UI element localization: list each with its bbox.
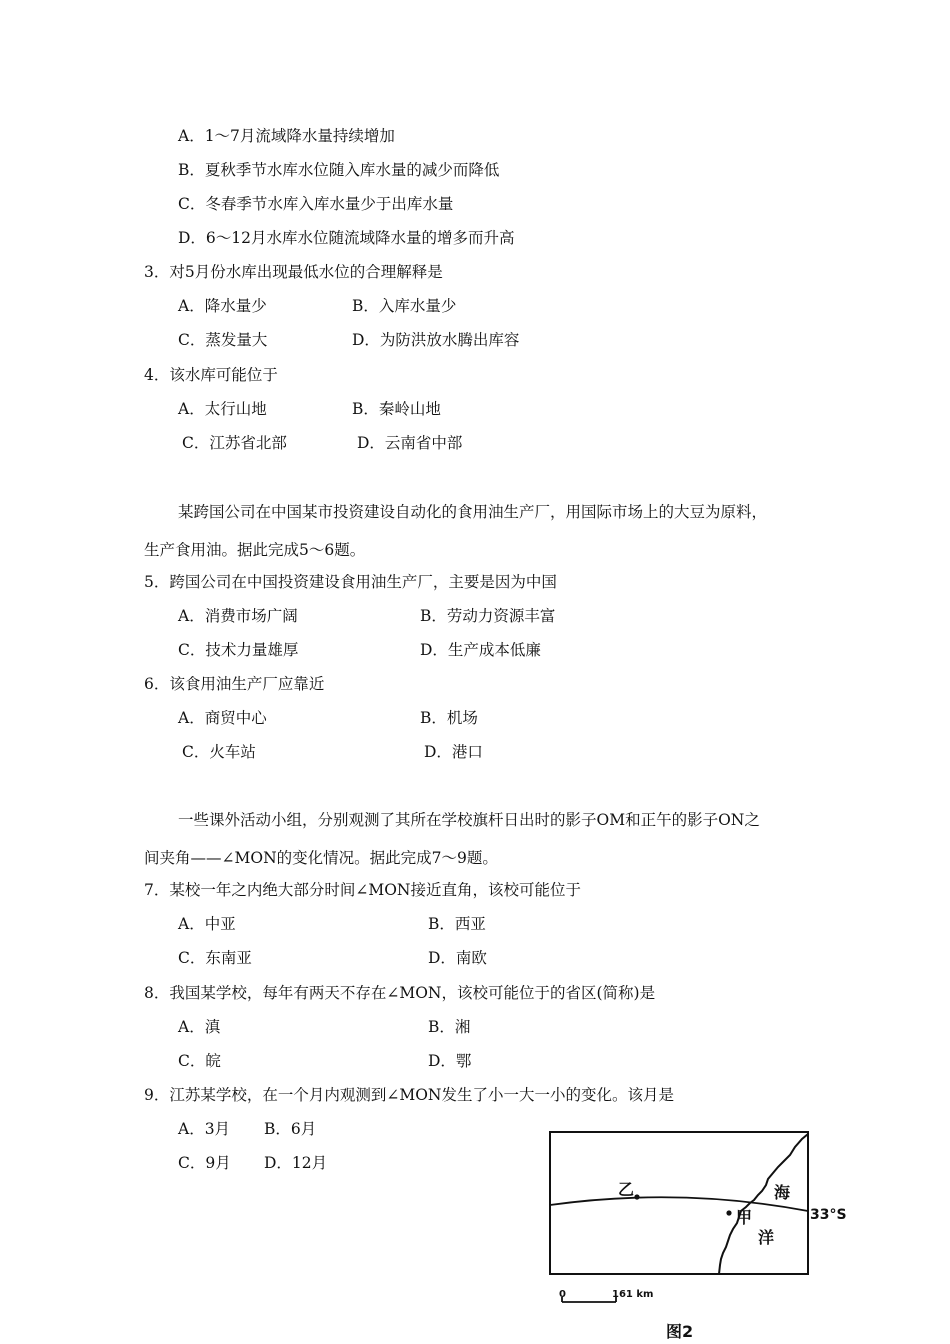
label-jia: 甲 [736, 1208, 753, 1227]
q8-option-b: B．湘 [428, 1018, 471, 1036]
map-frame [550, 1132, 808, 1274]
q8-option-a: A．滇 [178, 1018, 221, 1036]
q5-option-a: A．消费市场广阔 [178, 607, 298, 625]
point-jia [726, 1210, 731, 1215]
q9-option-d: D．12月 [264, 1154, 328, 1172]
latitude-label: 33°S [810, 1207, 847, 1223]
latitude-line [550, 1197, 808, 1211]
q3-option-a: A．降水量少 [178, 297, 267, 315]
q3-stem: 3．对5月份水库出现最低水位的合理解释是 [144, 263, 443, 281]
q5-option-b: B．劳动力资源丰富 [420, 607, 556, 625]
q9-stem: 9．江苏某学校，在一个月内观测到∠MON发生了小一大一小的变化。该月是 [144, 1086, 674, 1104]
point-yi [634, 1194, 639, 1199]
passage2-line1: 某跨国公司在中国某市投资建设自动化的食用油生产厂，用国际市场上的大豆为原料， [178, 503, 768, 521]
q6-option-d: D．港口 [424, 743, 483, 761]
scale-distance: 161 km [612, 1289, 654, 1300]
q7-option-b: B．西亚 [428, 915, 486, 933]
q4-option-a: A．太行山地 [178, 400, 267, 418]
q9-option-b: B．6月 [264, 1120, 317, 1138]
figure-caption: 图2 [666, 1322, 694, 1341]
q2-option-d: D．6～12月水库水位随流域降水量的增多而升高 [178, 229, 515, 247]
q2-option-a: A．1～7月流域降水量持续增加 [178, 127, 395, 145]
figure-2-map [540, 1125, 860, 1344]
passage2-line2: 生产食用油。据此完成5～6题。 [144, 541, 366, 559]
q6-option-c: C．火车站 [182, 743, 256, 761]
q5-option-d: D．生产成本低廉 [420, 641, 541, 659]
q7-option-d: D．南欧 [428, 949, 487, 967]
q5-stem: 5．跨国公司在中国投资建设食用油生产厂，主要是因为中国 [144, 573, 557, 591]
q8-stem: 8．我国某学校，每年有两天不存在∠MON，该校可能位于的省区(简称)是 [144, 984, 656, 1002]
q4-stem: 4．该水库可能位于 [144, 366, 278, 384]
q5-option-c: C．技术力量雄厚 [178, 641, 299, 659]
q7-stem: 7．某校一年之内绝大部分时间∠MON接近直角，该校可能位于 [144, 881, 581, 899]
q7-option-c: C．东南亚 [178, 949, 252, 967]
label-yang: 洋 [758, 1228, 775, 1247]
label-yi: 乙 [618, 1180, 635, 1199]
q9-option-a: A．3月 [178, 1120, 231, 1138]
q6-stem: 6．该食用油生产厂应靠近 [144, 675, 325, 693]
passage3-line2: 间夹角——∠MON的变化情况。据此完成7～9题。 [144, 849, 498, 867]
q2-option-c: C．冬春季节水库入库水量少于出库水量 [178, 195, 454, 213]
passage3-line1: 一些课外活动小组，分别观测了其所在学校旗杆日出时的影子OM和正午的影子ON之 [178, 811, 760, 829]
q8-option-d: D．鄂 [428, 1052, 472, 1070]
q3-option-d: D．为防洪放水腾出库容 [352, 331, 520, 349]
scale-zero: 0 [559, 1289, 566, 1300]
q4-option-c: C．江苏省北部 [182, 434, 287, 452]
q4-option-d: D．云南省中部 [357, 434, 463, 452]
q9-option-c: C．9月 [178, 1154, 231, 1172]
q6-option-b: B．机场 [420, 709, 478, 727]
label-hai: 海 [774, 1183, 791, 1202]
q3-option-c: C．蒸发量大 [178, 331, 268, 349]
q2-option-b: B．夏秋季节水库水位随入库水量的减少而降低 [178, 161, 500, 179]
q8-option-c: C．皖 [178, 1052, 221, 1070]
q7-option-a: A．中亚 [178, 915, 236, 933]
q3-option-b: B．入库水量少 [352, 297, 457, 315]
q6-option-a: A．商贸中心 [178, 709, 267, 727]
q4-option-b: B．秦岭山地 [352, 400, 441, 418]
